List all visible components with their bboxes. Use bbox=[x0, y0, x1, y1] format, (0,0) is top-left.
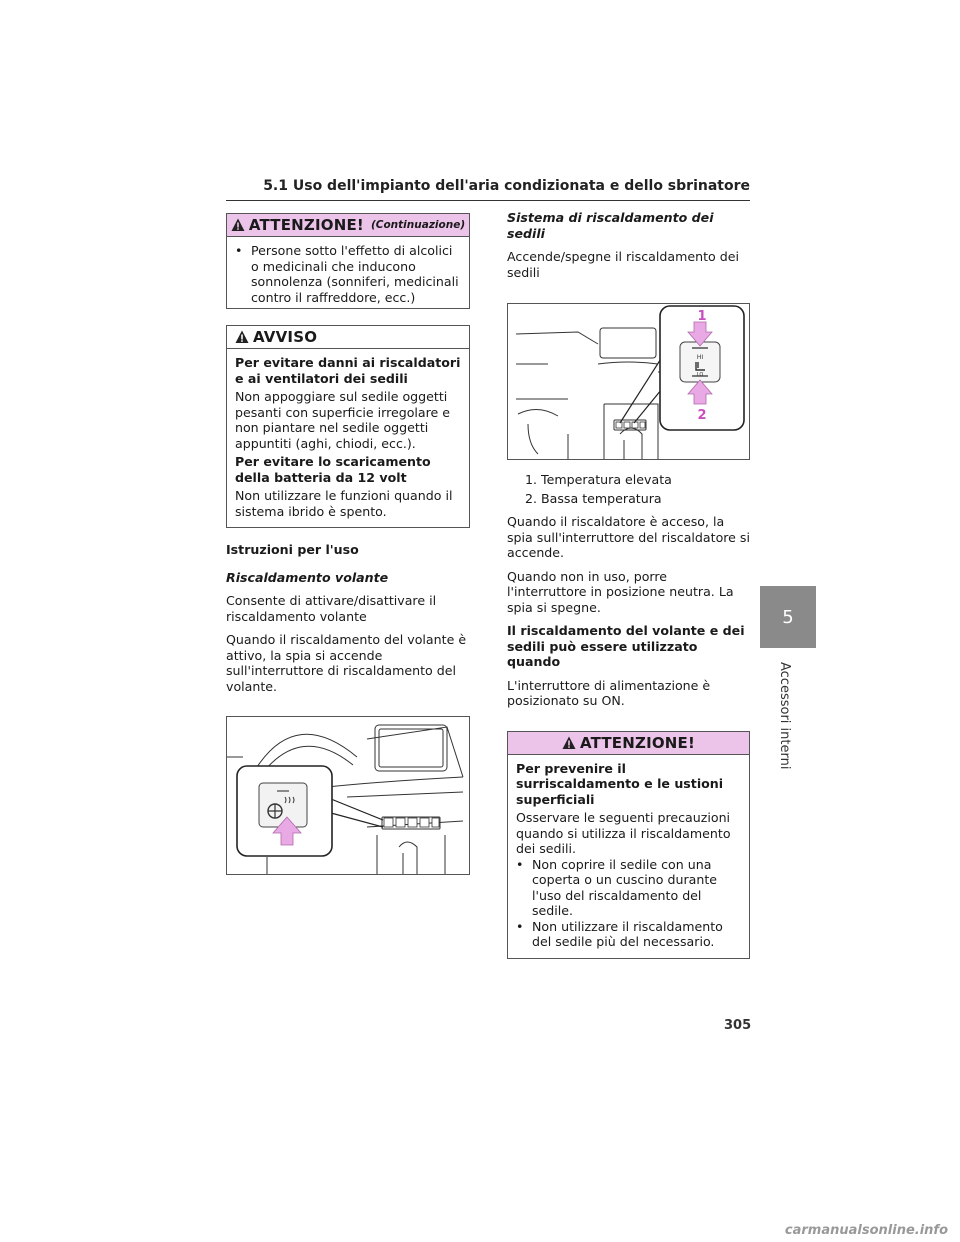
warning-icon bbox=[562, 736, 576, 750]
warning-icon bbox=[231, 218, 245, 232]
right-column bbox=[507, 210, 750, 959]
chapter-label bbox=[776, 662, 800, 822]
notice-title: AVVISO bbox=[253, 328, 318, 346]
figure-label-2: 2 bbox=[697, 408, 707, 423]
caution-box bbox=[507, 731, 750, 959]
list-item: • Non coprire il sedile con una coperta o un cuscino durante l'uso del riscaldamento del sedile. bbox=[516, 856, 718, 918]
left-column bbox=[226, 213, 470, 875]
seat-heating-title: Sistema di riscaldamento dei sedili bbox=[507, 210, 714, 241]
seat-heater-figure bbox=[507, 303, 750, 460]
caution-text: Osservare le seguenti precauzioni quando si utilizza il riscaldamento dei sedili. bbox=[516, 810, 731, 856]
bullet-dot: • bbox=[235, 243, 243, 258]
figure-label-1: 1 bbox=[697, 309, 707, 324]
chapter-tab bbox=[760, 586, 816, 648]
caution-continued-header bbox=[227, 214, 469, 237]
page-number: 305 bbox=[724, 1018, 752, 1033]
bullet-dot: • bbox=[516, 856, 524, 872]
notice-heading-1: Per evitare danni ai riscaldatori e ai ventilatori dei sedili bbox=[235, 355, 461, 386]
list-item: 1. Temperatura elevata bbox=[525, 472, 672, 487]
caution-title: ATTENZIONE! bbox=[579, 733, 696, 752]
list-item: • Persone sotto l'effetto di alcolici o medicinali che inducono sonnolenza (sonniferi, medicinali contro il raffreddore, ecc.) bbox=[235, 243, 459, 305]
temperature-list bbox=[507, 472, 750, 506]
caution-heading: Per prevenire il surriscaldamento e le ustioni superficiali bbox=[516, 760, 724, 807]
steering-heater-illustration bbox=[227, 717, 470, 874]
notice-heading-2: Per evitare lo scaricamento della batteria da 12 volt bbox=[235, 454, 431, 485]
instructions-heading: Istruzioni per l'uso bbox=[226, 542, 359, 557]
caution-continued-subtitle: (Continuazione) bbox=[370, 219, 466, 231]
notice-text-1: Non appoggiare sul sedile oggetti pesanti con superficie irregolare e non piantare nel sedile oggetti appuntiti (aghi, chiodi, ecc.). bbox=[235, 389, 451, 451]
steering-heating-text-2: Quando il riscaldamento del volante è attivo, la spia si accende sull'interruttore di riscaldamento del volante. bbox=[226, 632, 467, 694]
list-item: • Non utilizzare il riscaldamento del sedile più del necessario. bbox=[516, 918, 723, 949]
bullet-dot: • bbox=[516, 918, 524, 934]
caution-continued-body bbox=[227, 237, 469, 308]
notice-body bbox=[227, 349, 469, 527]
steering-heating-title: Riscaldamento volante bbox=[226, 569, 389, 585]
switch-lo-label: LO bbox=[696, 372, 704, 378]
switch-hi-label: HI bbox=[696, 354, 704, 361]
caution-continued-title: ATTENZIONE! bbox=[248, 216, 364, 234]
list-item: 2. Bassa temperatura bbox=[525, 490, 662, 506]
seat-heating-text: Accende/spegne il riscaldamento dei sedili bbox=[507, 249, 739, 280]
watermark-footer: carmanualsonline.info bbox=[784, 1223, 948, 1238]
usable-text: L'interruttore di alimentazione è posizionato su ON. bbox=[507, 677, 711, 708]
caution-header bbox=[508, 732, 749, 755]
seat-heating-text-3: Quando non in uso, porre l'interruttore in posizione neutra. La spia si spegne. bbox=[507, 568, 734, 615]
notice-box bbox=[226, 325, 470, 528]
steering-heater-figure bbox=[226, 716, 470, 875]
seat-heater-illustration bbox=[508, 304, 750, 459]
usable-heading: Il riscaldamento del volante e dei sedili può essere utilizzato quando bbox=[507, 623, 745, 669]
warning-icon bbox=[235, 330, 249, 344]
section-header bbox=[226, 176, 750, 201]
chapter-label-text: Accessori interni bbox=[777, 662, 792, 770]
chapter-number: 5 bbox=[782, 606, 794, 628]
caution-continued-box bbox=[226, 213, 470, 309]
notice-text-2: Non utilizzare le funzioni quando il sistema ibrido è spento. bbox=[235, 488, 453, 519]
section-title: 5.1 Uso dell'impianto dell'aria condizionata e dello sbrinatore bbox=[263, 178, 750, 194]
notice-header bbox=[227, 326, 469, 349]
seat-heating-text-2: Quando il riscaldatore è acceso, la spia sull'interruttore del riscaldatore si accende. bbox=[507, 514, 750, 560]
steering-heating-text-1: Consente di attivare/disattivare il riscaldamento volante bbox=[226, 593, 437, 624]
caution-body bbox=[508, 755, 749, 958]
